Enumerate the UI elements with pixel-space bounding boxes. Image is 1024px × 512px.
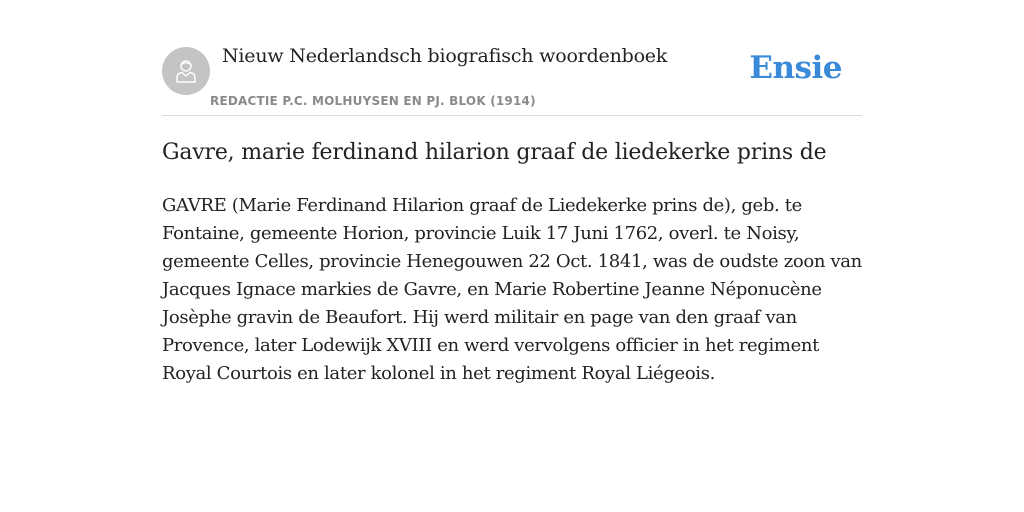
brand-logo[interactable]: Ensie bbox=[749, 50, 842, 86]
source-title[interactable]: Nieuw Nederlandsch biografisch woordenboek bbox=[222, 45, 668, 67]
avatar bbox=[162, 47, 210, 95]
source-header bbox=[162, 40, 862, 116]
source-editors: REDACTIE P.C. MOLHUYSEN EN PJ. BLOK (1914) bbox=[210, 94, 536, 108]
article-title: Gavre, marie ferdinand hilarion graaf de liedekerke prins de bbox=[162, 140, 827, 165]
article-body: GAVRE (Marie Ferdinand Hilarion graaf de Liedekerke prins de), geb. te Fontaine, gemeente Horion, provincie Luik 17 Juni 1762, overl. te Noisy, gemeente Celles, provincie Henegouwen 22 Oct. 1841, was de oudste zoon van Jacques Ignace markies de Gavre, en Marie Robertine Jeanne Néponucène Josèphe gravin de Beaufort. Hij werd militair en page van den graaf van Provence, later Lodewijk XVIII en werd vervolgens officier in het regiment Royal Courtois en later kolonel in het regiment Royal Liégeois. bbox=[162, 195, 862, 384]
user-icon bbox=[172, 57, 200, 85]
